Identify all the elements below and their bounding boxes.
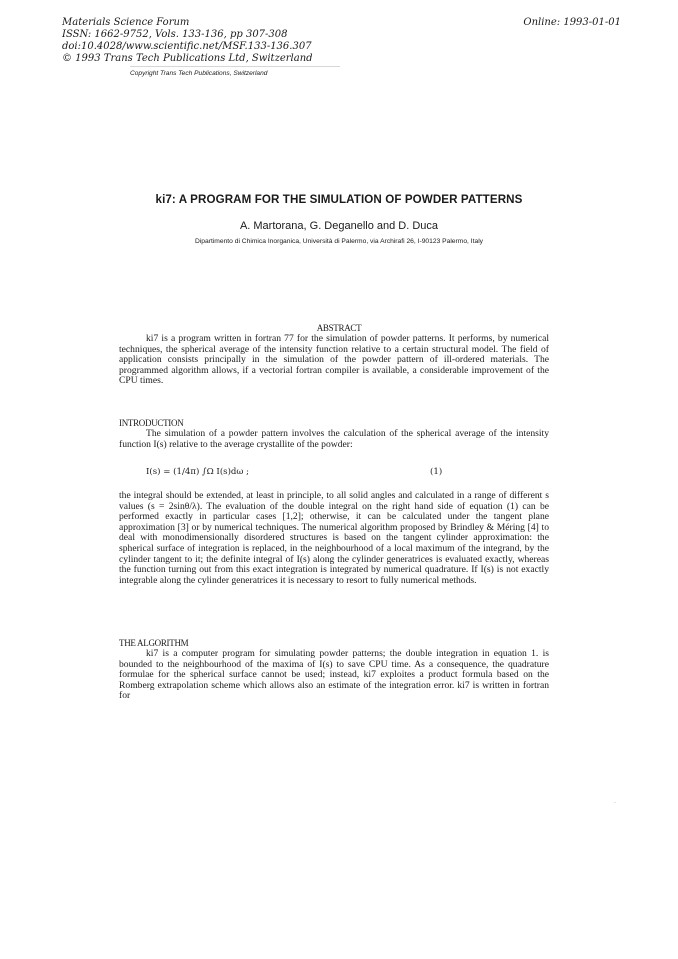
introduction-text-1: The simulation of a powder pattern involves the calculation of the spherical average of the intensity function I(s) relative to the average crystallite of the powder:	[119, 428, 549, 450]
doi-line: doi:10.4028/www.scientific.net/MSF.133-136.307	[62, 41, 312, 52]
abstract-heading: ABSTRACT	[316, 323, 362, 333]
issn-line: ISSN: 1662-9752, Vols. 133-136, pp 307-308	[62, 29, 288, 40]
algorithm-heading: THE ALGORITHM	[119, 638, 189, 648]
copyright-line: Copyright Trans Tech Publications, Switzerland	[130, 70, 268, 77]
scan-speck	[614, 802, 616, 803]
paper-title: ki7: A PROGRAM FOR THE SIMULATION OF POWDER PATTERNS	[155, 193, 523, 206]
introduction-heading: INTRODUCTION	[119, 418, 184, 428]
journal-header	[62, 17, 442, 65]
abstract-paragraph	[119, 334, 549, 387]
introduction-paragraph-2: the integral should be extended, at least in principle, to all solid angles and calculated in a range of different s values (s = 2sinθ/λ). The evaluation of the double integral on the right hand side of equation (1) can be performed exactly in particular cases [1,2]; otherwise, it can be calculated under the tangent plane approximation [3] or by numerical techniques. The numerical algorithm proposed by Brindley & Méring [4] to deal with monodimensionally disordered structures is based on the tangent cylinder approximation: the spherical surface of integration is replaced, in the neighbourhood of a local maximum of the integrand, by the cylinder tangent to it; the definite integral of I(s) along the cylinder generatrices is evaluated exactly, whereas the function turning out from this exact integration is integrated by numerical quadrature. If I(s) is not exactly integrable along the cylinder generatrices it is necessary to resort to fully numerical methods.	[119, 490, 549, 586]
publisher-line: © 1993 Trans Tech Publications Ltd, Switzerland	[62, 53, 313, 64]
algorithm-paragraph	[119, 649, 549, 702]
journal-name: Materials Science Forum	[62, 17, 190, 28]
faint-rule	[130, 66, 340, 67]
introduction-paragraph-1	[119, 429, 549, 450]
equation-1: I(s) = (1/4π) ∫Ω I(s)dω ;	[146, 467, 250, 477]
algorithm-text: ki7 is a computer program for simulating powder patterns; the double integration in equation 1. is bounded to the neighbourhood of the maxima of I(s) to save CPU time. As a consequence, the quadrature formulae for the spherical surface cannot be used; instead, ki7 exploites a product formula based on the Romberg extrapolation scheme which allows also an estimate of the integration error. ki7 is written in fortran for	[119, 648, 549, 702]
paper-authors: A. Martorana, G. Deganello and D. Duca	[239, 220, 439, 232]
abstract-text: ki7 is a program written in fortran 77 for the simulation of powder patterns. It performs, by numerical techniques, the spherical average of the intensity function relative to a certain structural model. The field of application consists principally in the simulation of the powder pattern of ill-ordered materials. The programmed algorithm allows, if a vectorial fortran compiler is available, a considerable improvement of the CPU times.	[119, 333, 549, 387]
equation-number: (1)	[430, 467, 443, 477]
paper-affiliation: Dipartimento di Chimica Inorganica, Università di Palermo, via Archirafi 26, I-90123 Palermo, Italy	[194, 238, 484, 245]
online-date: Online: 1993-01-01	[523, 17, 621, 28]
